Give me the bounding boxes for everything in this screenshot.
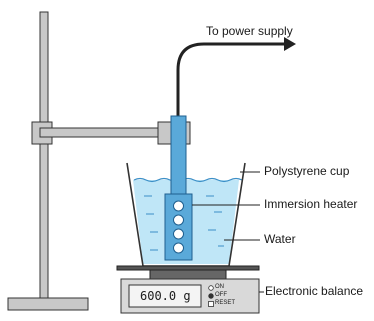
balance-pedestal bbox=[150, 270, 226, 279]
balance-reading: 600.0 g bbox=[140, 289, 191, 303]
reset-button-icon bbox=[209, 302, 214, 307]
stand-base bbox=[8, 298, 88, 310]
on-indicator-icon bbox=[209, 286, 214, 291]
heater-coil-4 bbox=[174, 243, 184, 253]
off-label: OFF bbox=[215, 292, 227, 298]
on-label: ON bbox=[215, 284, 224, 290]
heater-coil-2 bbox=[174, 215, 184, 225]
stand-rod bbox=[40, 12, 48, 300]
power-arrow bbox=[284, 37, 296, 51]
power-supply-label: To power supply bbox=[206, 24, 293, 38]
polystyrene-cup-label: Polystyrene cup bbox=[264, 164, 350, 178]
heater-rod bbox=[171, 116, 186, 196]
heater-coil-3 bbox=[174, 229, 184, 239]
balance-pan bbox=[117, 266, 259, 270]
heater-coil-1 bbox=[174, 201, 184, 211]
power-cable bbox=[178, 44, 286, 118]
immersion-heater-label: Immersion heater bbox=[264, 197, 358, 211]
electronic-balance-label: Electronic balance bbox=[265, 284, 364, 298]
water-label: Water bbox=[264, 232, 296, 246]
off-indicator-icon bbox=[209, 294, 214, 299]
reset-label: RESET bbox=[215, 300, 236, 306]
